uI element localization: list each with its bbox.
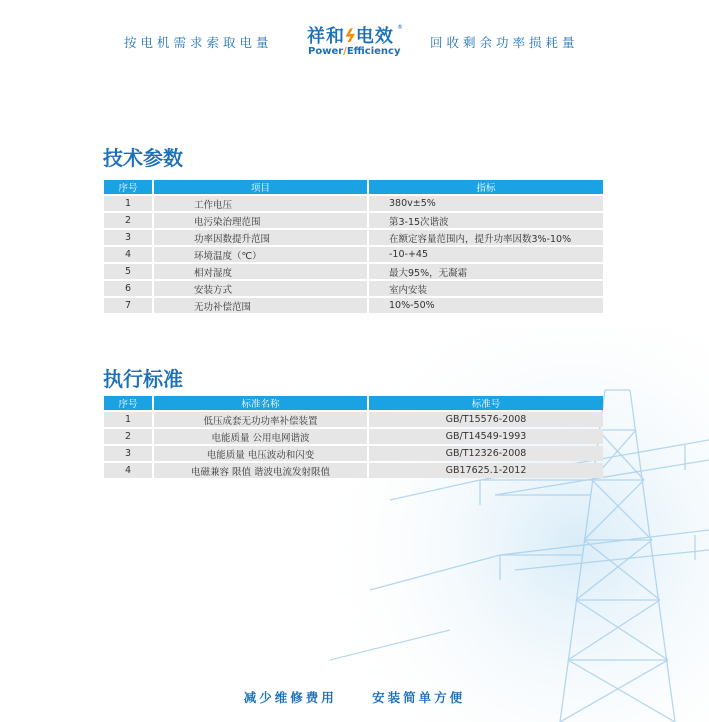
column-header: 序号 [104,396,152,410]
param-value: 在额定容量范围内，提升功率因数3%-10% [369,230,603,245]
param-value: 10%-50% [369,298,603,313]
tech-params-table [102,178,605,315]
row-index: 2 [104,429,152,444]
table-row [104,264,603,279]
brand-logo [305,22,405,64]
standard-name: 低压成套无功功率补偿装置 [154,412,367,427]
table-row [104,247,603,262]
power-tower-background [330,330,709,722]
param-name: 功率因数提升范围 [154,230,367,245]
column-header: 项目 [154,180,367,194]
table-row [104,196,603,211]
table-row [104,463,603,478]
page-footer [0,688,709,706]
standard-name: 电能质量 电压波动和闪变 [154,446,367,461]
column-header: 指标 [369,180,603,194]
standards-table [102,394,605,480]
standard-code: GB/T12326-2008 [369,446,603,461]
table-row [104,281,603,296]
param-name: 安装方式 [154,281,367,296]
table-row [104,429,603,444]
page-header [0,18,709,68]
column-header: 标准名称 [154,396,367,410]
param-value: 380v±5% [369,196,603,211]
logo-cn-part1: 祥和 [307,26,345,47]
table-header-row [104,396,603,410]
row-index: 1 [104,412,152,427]
param-name: 无功补偿范围 [154,298,367,313]
logo-english [308,46,401,57]
logo-en-part1: Power [308,46,344,57]
table-row [104,298,603,313]
standard-name: 电磁兼容 限值 谐波电流发射限值 [154,463,367,478]
table-row [104,230,603,245]
standard-code: GB17625.1-2012 [369,463,603,478]
param-value: 室内安装 [369,281,603,296]
standard-code: GB/T15576-2008 [369,412,603,427]
row-index: 1 [104,196,152,211]
column-header: 标准号 [369,396,603,410]
table-row [104,412,603,427]
table-header-row [104,180,603,194]
param-name: 环境温度（℃） [154,247,367,262]
param-value: 最大95%，无凝霜 [369,264,603,279]
param-value: -10-+45 [369,247,603,262]
param-name: 工作电压 [154,196,367,211]
row-index: 2 [104,213,152,228]
standard-code: GB/T14549-1993 [369,429,603,444]
logo-en-part2: Efficiency [346,46,401,57]
footer-slogan-left: 减少维修费用 [243,690,337,705]
param-name: 相对湿度 [154,264,367,279]
standard-name: 电能质量 公用电网谐波 [154,429,367,444]
table-row [104,446,603,461]
logo-cn-part2: 电效 [355,26,394,47]
lightning-icon: ϟ [341,26,360,47]
slogan-left: 按电机需求索取电量 [124,35,273,50]
footer-slogan-right: 安装简单方便 [372,690,466,705]
registered-icon: ® [397,24,403,31]
row-index: 6 [104,281,152,296]
row-index: 4 [104,463,152,478]
table-row [104,213,603,228]
param-name: 电污染治理范围 [154,213,367,228]
row-index: 5 [104,264,152,279]
tech-params-title: 技术参数 [103,146,183,170]
row-index: 7 [104,298,152,313]
row-index: 3 [104,230,152,245]
slogan-right: 回收剩余功率损耗量 [430,35,579,50]
row-index: 4 [104,247,152,262]
column-header: 序号 [104,180,152,194]
param-value: 第3-15次谐波 [369,213,603,228]
standards-title: 执行标准 [103,367,183,391]
logo-chinese [307,22,394,48]
slash-icon: / [343,46,347,57]
row-index: 3 [104,446,152,461]
